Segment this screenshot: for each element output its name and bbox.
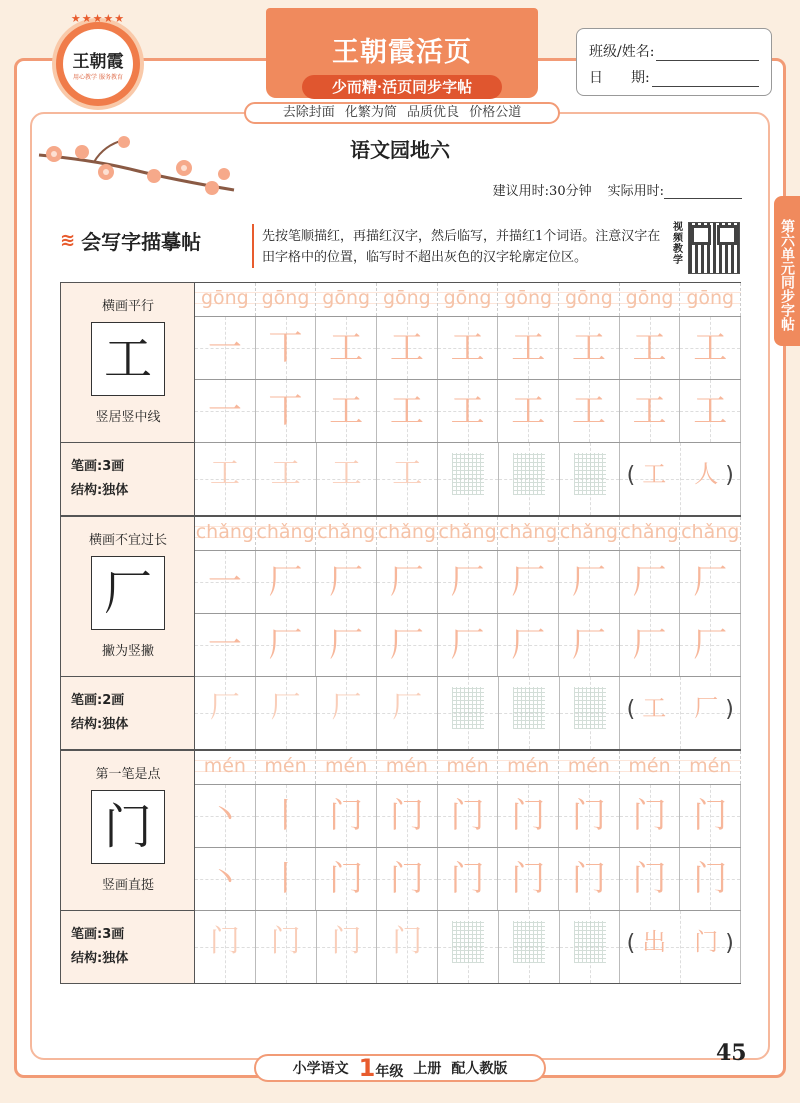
tianzige-cell[interactable] <box>195 785 256 847</box>
slogan: 去除封面 化繁为简 品质优良 价格公道 <box>244 102 560 124</box>
trace-character: 门 <box>693 796 728 836</box>
trace-character: 厂 <box>270 690 301 725</box>
pinyin-trace[interactable]: gōng <box>438 283 499 316</box>
pinyin-trace[interactable]: chǎng <box>559 517 620 550</box>
trace-character: 丅 <box>268 391 303 431</box>
trace-character: 门 <box>329 859 364 899</box>
trace-character: 丶 <box>207 796 242 836</box>
tianzige-cell[interactable] <box>498 317 559 379</box>
tianzige-cell[interactable] <box>559 317 620 379</box>
trace-character: 厂 <box>632 625 667 665</box>
tianzige-cell[interactable] <box>620 317 681 379</box>
trace-character: 门 <box>511 859 546 899</box>
footer-grade-number: 1 <box>358 1054 376 1082</box>
trace-character: 一 <box>207 391 242 431</box>
word-trace: ( 工 厂 ) <box>626 694 734 722</box>
structure-type: 结构:独体 <box>71 951 129 966</box>
pinyin-trace[interactable]: gōng <box>377 283 438 316</box>
trace-character: 厂 <box>571 625 606 665</box>
actual-time-field[interactable] <box>664 185 742 199</box>
banner-subtitle: 少而精·活页同步字帖 <box>302 75 502 99</box>
tianzige-cell[interactable] <box>316 551 377 613</box>
pinyin-trace[interactable]: mén <box>559 751 620 784</box>
pinyin-trace[interactable]: gōng <box>620 283 681 316</box>
copy-cell[interactable] <box>560 677 621 749</box>
tianzige-cell[interactable] <box>316 614 377 676</box>
trace-character: 门 <box>571 796 606 836</box>
practice-row <box>195 443 741 515</box>
stroke-order-row <box>195 380 741 443</box>
tianzige-cell[interactable] <box>498 785 559 847</box>
page-title: 语文园地六 <box>350 138 450 162</box>
tianzige-cell[interactable] <box>316 317 377 379</box>
tianzige-cell[interactable] <box>256 317 317 379</box>
pinyin-trace[interactable]: gōng <box>316 283 377 316</box>
trace-character: 门 <box>693 859 728 899</box>
tianzige-cell[interactable] <box>377 785 438 847</box>
trace-character: 丶 <box>207 859 242 899</box>
tianzige-cell[interactable] <box>559 848 620 910</box>
date-field[interactable] <box>652 71 759 87</box>
header-banner <box>266 8 538 98</box>
tianzige-cell[interactable] <box>316 380 377 442</box>
pinyin-row <box>195 283 741 317</box>
tianzige-cell[interactable] <box>620 848 681 910</box>
copy-cell[interactable] <box>499 443 560 515</box>
pinyin-trace[interactable]: gōng <box>498 283 559 316</box>
pinyin-trace[interactable]: chǎng <box>195 517 256 550</box>
brand-logo <box>52 12 144 110</box>
tianzige-cell[interactable] <box>195 380 256 442</box>
trace-character: 工 <box>331 456 362 491</box>
trace-character: 工 <box>392 456 423 491</box>
tianzige-cell[interactable] <box>498 848 559 910</box>
tianzige-cell[interactable] <box>438 551 499 613</box>
tianzige-cell[interactable] <box>377 677 438 749</box>
copy-cell[interactable] <box>560 911 621 983</box>
trace-character: 一 <box>207 328 242 368</box>
trace-character: 厂 <box>389 562 424 602</box>
logo-text: 王朝霞 <box>72 52 124 72</box>
trace-character: 门 <box>632 796 667 836</box>
pinyin-trace[interactable]: mén <box>498 751 559 784</box>
tianzige-cell[interactable] <box>256 614 317 676</box>
student-info-box <box>576 28 772 96</box>
practice-block <box>60 516 741 750</box>
pinyin-trace[interactable]: mén <box>680 751 741 784</box>
section-heading <box>60 226 201 255</box>
writing-grid <box>195 517 741 749</box>
tianzige-cell[interactable] <box>195 443 256 515</box>
stroke-order-row <box>195 551 741 614</box>
outline-zone <box>513 453 545 495</box>
outline-zone <box>452 687 484 729</box>
stroke-count: 笔画:2画 <box>71 693 125 708</box>
tianzige-cell[interactable] <box>316 785 377 847</box>
tianzige-cell[interactable] <box>498 380 559 442</box>
logo-subtext: 用心教学 服务教育 <box>73 74 123 81</box>
trace-character: 工 <box>571 328 606 368</box>
footer-badge <box>254 1054 546 1082</box>
qr-label: 视频教学 <box>673 222 683 266</box>
trace-character: 工 <box>511 391 546 431</box>
tianzige-cell[interactable] <box>377 380 438 442</box>
tianzige-cell[interactable] <box>195 317 256 379</box>
char-info-panel <box>61 283 195 515</box>
section-divider <box>252 224 254 268</box>
trace-character: 厂 <box>450 625 485 665</box>
trace-character: 丅 <box>268 328 303 368</box>
trace-character: 厂 <box>268 625 303 665</box>
trace-character: 厂 <box>571 562 606 602</box>
class-name-label: 班级/姓名: <box>589 44 655 60</box>
trace-character: 工 <box>329 391 364 431</box>
trace-character: 门 <box>392 924 423 959</box>
trace-character: 工 <box>693 328 728 368</box>
qr-code-icon[interactable] <box>688 222 740 274</box>
tianzige-cell[interactable] <box>680 614 741 676</box>
pinyin-row <box>195 751 741 785</box>
tianzige-cell[interactable] <box>195 551 256 613</box>
writing-tip-bottom: 竖画直挺 <box>101 878 154 893</box>
date-label: 日 期: <box>589 70 650 86</box>
tianzige-cell[interactable] <box>195 848 256 910</box>
actual-time-label: 实际用时: <box>607 184 664 199</box>
tianzige-cell[interactable] <box>377 443 438 515</box>
tianzige-cell[interactable] <box>256 785 317 847</box>
pinyin-trace[interactable]: gōng <box>195 283 256 316</box>
stroke-order-row <box>195 614 741 677</box>
trace-character: 厂 <box>331 690 362 725</box>
tianzige-cell[interactable] <box>317 443 378 515</box>
tianzige-cell[interactable] <box>680 848 741 910</box>
stars-decoration: ★★★★★ <box>70 12 126 25</box>
pinyin-trace[interactable]: mén <box>377 751 438 784</box>
pinyin-trace[interactable]: gōng <box>559 283 620 316</box>
tianzige-cell[interactable] <box>316 848 377 910</box>
footer-edition: 配人教版 <box>451 1061 508 1077</box>
outline-zone <box>574 921 606 963</box>
tianzige-cell[interactable] <box>256 677 317 749</box>
tianzige-cell[interactable] <box>256 551 317 613</box>
tianzige-cell[interactable] <box>256 911 317 983</box>
pinyin-trace[interactable]: gōng <box>256 283 317 316</box>
trace-character: 厂 <box>450 562 485 602</box>
pinyin-trace[interactable]: mén <box>256 751 317 784</box>
trace-character: 丨 <box>268 796 303 836</box>
tianzige-cell[interactable] <box>680 551 741 613</box>
pinyin-trace[interactable]: chǎng <box>620 517 681 550</box>
trace-character: 工 <box>632 391 667 431</box>
pinyin-trace[interactable]: chǎng <box>377 517 438 550</box>
trace-character: 厂 <box>329 625 364 665</box>
trace-character: 厂 <box>693 625 728 665</box>
pinyin-trace[interactable]: mén <box>438 751 499 784</box>
writing-tip-bottom: 撇为竖撇 <box>101 644 154 659</box>
pinyin-trace[interactable]: gōng <box>680 283 741 316</box>
tianzige-cell[interactable] <box>256 380 317 442</box>
tianzige-cell[interactable] <box>377 551 438 613</box>
tianzige-cell[interactable] <box>438 848 499 910</box>
instructions: 先按笔顺描红，再描红汉字，然后临写，并描红1个词语。注意汉字在田字格中的位置，临写时不超出灰色的汉字轮廓定位区。 <box>262 229 661 265</box>
practice-block <box>60 750 741 984</box>
footer-term: 上册 <box>413 1061 442 1077</box>
practice-row <box>195 677 741 749</box>
trace-character: 门 <box>329 796 364 836</box>
pinyin-row <box>195 517 741 551</box>
tianzige-cell[interactable] <box>559 380 620 442</box>
tianzige-cell[interactable] <box>256 443 317 515</box>
copy-cell[interactable] <box>438 443 499 515</box>
model-character: 门 <box>91 790 165 864</box>
word-cell[interactable] <box>620 911 741 983</box>
stroke-count: 笔画:3画 <box>71 459 125 474</box>
trace-character: 工 <box>511 328 546 368</box>
suggested-time: 建议用时:30分钟 <box>492 184 592 199</box>
trace-character: 门 <box>331 924 362 959</box>
pinyin-trace[interactable]: mén <box>316 751 377 784</box>
trace-character: 厂 <box>389 625 424 665</box>
tianzige-cell[interactable] <box>317 677 378 749</box>
trace-character: 厂 <box>693 562 728 602</box>
structure-type: 结构:独体 <box>71 717 129 732</box>
trace-character: 门 <box>632 859 667 899</box>
writing-tip-top: 横画平行 <box>101 299 154 314</box>
trace-character: 厂 <box>632 562 667 602</box>
char-info-panel <box>61 517 195 749</box>
word-cell[interactable] <box>620 443 741 515</box>
tianzige-cell[interactable] <box>498 551 559 613</box>
trace-character: 厂 <box>209 690 240 725</box>
trace-character: 工 <box>270 456 301 491</box>
tianzige-cell[interactable] <box>620 380 681 442</box>
trace-character: 一 <box>207 562 242 602</box>
pinyin-trace[interactable]: chǎng <box>438 517 499 550</box>
tianzige-cell[interactable] <box>680 380 741 442</box>
trace-character: 丨 <box>268 859 303 899</box>
section-heading-text: 会写字描摹帖 <box>81 230 202 254</box>
trace-character: 门 <box>450 796 485 836</box>
wave-icon: ≋ <box>60 230 76 251</box>
trace-character: 门 <box>389 796 424 836</box>
pinyin-trace[interactable]: chǎng <box>680 517 741 550</box>
tianzige-cell[interactable] <box>438 614 499 676</box>
banner-title: 王朝霞活页 <box>332 37 472 68</box>
tianzige-cell[interactable] <box>620 551 681 613</box>
word-cell[interactable] <box>620 677 741 749</box>
writing-tip-bottom: 竖居竖中线 <box>95 410 161 425</box>
pinyin-trace[interactable]: mén <box>195 751 256 784</box>
tianzige-cell[interactable] <box>620 614 681 676</box>
trace-character: 门 <box>270 924 301 959</box>
trace-character: 门 <box>571 859 606 899</box>
trace-character: 工 <box>693 391 728 431</box>
trace-character: 厂 <box>268 562 303 602</box>
structure-type: 结构:独体 <box>71 483 129 498</box>
tianzige-cell[interactable] <box>377 911 438 983</box>
outline-zone <box>513 921 545 963</box>
practice-row <box>195 911 741 983</box>
trace-character: 工 <box>571 391 606 431</box>
tianzige-cell[interactable] <box>195 614 256 676</box>
stroke-order-row <box>195 785 741 848</box>
copy-cell[interactable] <box>499 911 560 983</box>
copy-cell[interactable] <box>499 677 560 749</box>
tianzige-cell[interactable] <box>377 317 438 379</box>
writing-grid <box>195 283 741 515</box>
trace-character: 厂 <box>511 562 546 602</box>
trace-character: 厂 <box>392 690 423 725</box>
outline-zone <box>574 687 606 729</box>
writing-tip-top: 第一笔是点 <box>95 767 161 782</box>
page-number: 45 <box>716 1040 747 1066</box>
pinyin-trace[interactable]: mén <box>620 751 681 784</box>
tianzige-cell[interactable] <box>559 614 620 676</box>
stroke-order-row <box>195 317 741 380</box>
model-character: 厂 <box>91 556 165 630</box>
copy-cell[interactable] <box>560 443 621 515</box>
char-info-panel <box>61 751 195 983</box>
word-trace: ( 出 门 ) <box>626 928 734 956</box>
tianzige-cell[interactable] <box>498 614 559 676</box>
trace-character: 厂 <box>511 625 546 665</box>
writing-grid <box>195 751 741 983</box>
stroke-order-row <box>195 848 741 911</box>
class-name-field[interactable] <box>656 45 759 61</box>
writing-tip-top: 横画不宜过长 <box>88 533 167 548</box>
footer-grade: 年级 <box>375 1064 404 1080</box>
practice-block <box>60 282 741 516</box>
outline-zone <box>513 687 545 729</box>
tianzige-cell[interactable] <box>195 911 256 983</box>
tianzige-cell[interactable] <box>438 785 499 847</box>
tianzige-cell[interactable] <box>256 848 317 910</box>
unit-side-tab: 第六单元同步字帖 <box>774 196 800 346</box>
tianzige-cell[interactable] <box>377 614 438 676</box>
trace-character: 工 <box>329 328 364 368</box>
outline-zone <box>452 921 484 963</box>
tianzige-cell[interactable] <box>680 317 741 379</box>
trace-character: 工 <box>632 328 667 368</box>
model-character: 工 <box>91 322 165 396</box>
tianzige-cell[interactable] <box>559 785 620 847</box>
tianzige-cell[interactable] <box>620 785 681 847</box>
tianzige-cell[interactable] <box>438 380 499 442</box>
trace-character: 门 <box>450 859 485 899</box>
tianzige-cell[interactable] <box>377 848 438 910</box>
tianzige-cell[interactable] <box>195 677 256 749</box>
trace-character: 工 <box>389 391 424 431</box>
tianzige-cell[interactable] <box>680 785 741 847</box>
trace-character: 工 <box>389 328 424 368</box>
word-trace: ( 工 人 ) <box>626 460 734 488</box>
footer-subject: 小学语文 <box>292 1061 349 1077</box>
trace-character: 工 <box>450 391 485 431</box>
copy-cell[interactable] <box>438 911 499 983</box>
time-row <box>493 180 742 199</box>
trace-character: 门 <box>511 796 546 836</box>
trace-character: 门 <box>389 859 424 899</box>
trace-character: 门 <box>209 924 240 959</box>
copy-cell[interactable] <box>438 677 499 749</box>
trace-character: 工 <box>209 456 240 491</box>
trace-character: 厂 <box>329 562 364 602</box>
outline-zone <box>574 453 606 495</box>
tianzige-cell[interactable] <box>559 551 620 613</box>
pinyin-trace[interactable]: chǎng <box>498 517 559 550</box>
tianzige-cell[interactable] <box>438 317 499 379</box>
pinyin-trace[interactable]: chǎng <box>316 517 377 550</box>
pinyin-trace[interactable]: chǎng <box>256 517 317 550</box>
outline-zone <box>452 453 484 495</box>
trace-character: 一 <box>207 625 242 665</box>
stroke-count: 笔画:3画 <box>71 927 125 942</box>
tianzige-cell[interactable] <box>317 911 378 983</box>
trace-character: 工 <box>450 328 485 368</box>
